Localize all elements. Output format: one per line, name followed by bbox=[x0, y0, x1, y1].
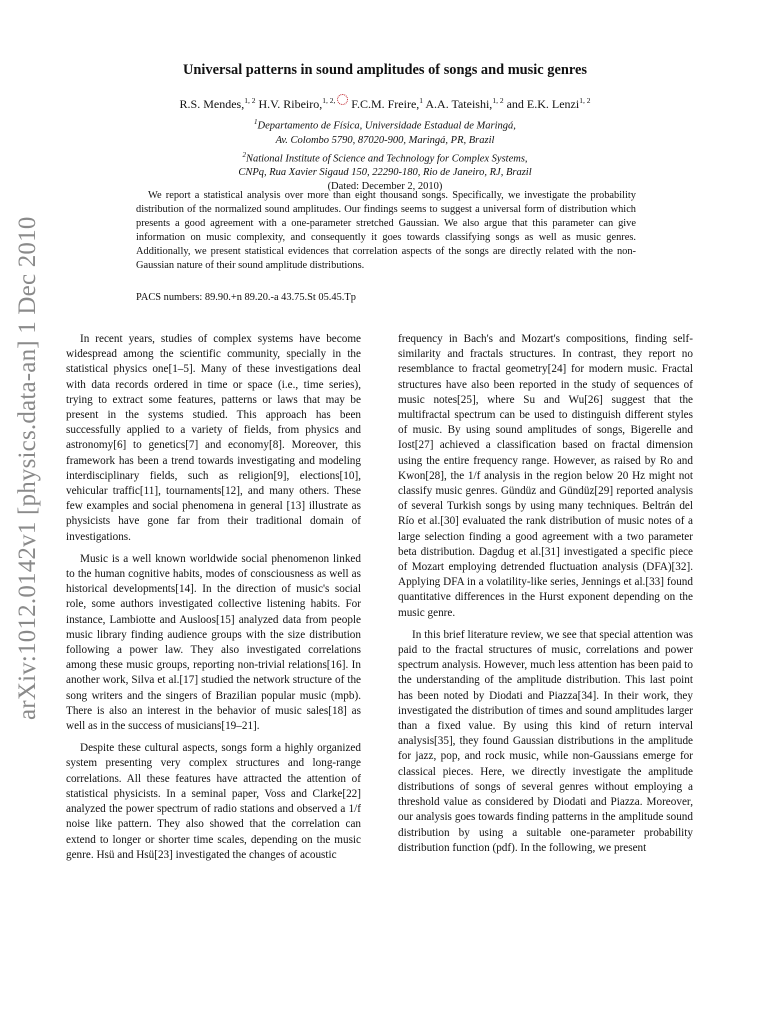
arxiv-stamp: arXiv:1012.0142v1 [physics.data-an] 1 Dec 2010 bbox=[14, 216, 41, 720]
affiliation-text: National Institute of Science and Technology for Complex Systems, bbox=[245, 153, 528, 164]
body-paragraph: In this brief literature review, we see that special attention was paid to the fractal structures of music, correlations and power spectrum analysis. However, much less attention has been paid to the understanding of the amplitude distribution. This last point has been noted by Diodati and Piazza[34]. In their work, they investigated the distribution of times and sound amplitudes larger than a fixed value. By using this kind of return interval analysis[35], they found Gaussian distributions in the amplitude for jazz, pop, and rock music, while non-Gaussians emerge for classical pieces. Here, we directly investigate the amplitude distributions of songs of several genres without employing a threshold value as considered by Diodati and Piazza. Moreover, our analysis goes towards finding patterns in the amplitude sound distribution by using a suitable one-parameter probability distribution function (pdf). In the following, we present bbox=[398, 628, 693, 854]
body-paragraph: Despite these cultural aspects, songs form a highly organized system presenting very complex structures and long-range correlations. All these features have attracted the attention of statistical physicists. In a seminal paper, Voss and Clarke[22] analyzed the power spectrum of radio stations and observed a 1/f noise like pattern. They also showed that the correlation can extend to longer or shorter time scales, depending on the music genre. Hsü and Hsü[23] investigated the changes of acoustic bbox=[66, 742, 361, 861]
pacs-numbers: PACS numbers: 89.90.+n 89.20.-a 43.75.St 05.45.Tp bbox=[136, 292, 356, 303]
author-5: and E.K. Lenzi bbox=[506, 97, 580, 111]
affiliation-sup: 1 bbox=[254, 118, 258, 126]
dated-line: (Dated: December 2, 2010) bbox=[327, 181, 443, 192]
author-2: H.V. Ribeiro, bbox=[258, 97, 323, 111]
author-2-affil: 1, 2, bbox=[322, 96, 338, 105]
affiliation-text: Departamento de Física, Universidade Estadual de Maringá, bbox=[257, 120, 516, 132]
affiliation-line bbox=[120, 148, 650, 167]
left-column bbox=[66, 332, 361, 870]
author-list bbox=[120, 93, 650, 112]
affiliation-text: Av. Colombo 5790, 87020-900, Maringá, PR, Brazil bbox=[275, 134, 495, 146]
abstract: We report a statistical analysis over more than eight thousand songs. Specifically, we investigate the probability distribution of the normalized sound amplitudes. Our findings seems to suggest a universal form of distribution which presents a good agreement with a one-parameter stretched Gaussian. We also argue that this parameter can give information on music complexity, and consequently it goes towards classifying songs as well as music genres. Additionally, we present statistical evidences that correlation aspects of the songs are directly related with the non-Gaussian nature of their sound amplitude distributions. bbox=[136, 190, 636, 272]
affiliation-line bbox=[120, 166, 650, 180]
author-3-affil: 1 bbox=[419, 96, 424, 105]
author-1: R.S. Mendes, bbox=[179, 97, 245, 111]
orcid-icon[interactable] bbox=[337, 94, 348, 105]
affiliation-line bbox=[120, 134, 650, 148]
right-column bbox=[398, 332, 693, 863]
body-paragraph: frequency in Bach's and Mozart's compositions, finding self-similarity and fractals structures. In contrast, they report no resemblance to fractal geometry[24] for modern music. Fractal structures have also been reported in the study of sequences of music notes[25], where Su and Wu[26] suggest that the multifractal spectrum can be used to distinguish different styles of music. By using sound amplitudes of songs, Bigerelle and Iost[27] achieved a classification based on fractal dimension using the entire frequency range. However, as raised by Ro and Kwon[28], the 1/f analysis in the region below 20 Hz might not classify music genres. Gündüz and Gündüz[29] reported analysis of several Turkish songs by using many techniques. Beltrán del Río et al.[30] evaluated the rank distribution of music notes of a large selection finding a good agreement with a two parameter beta distribution. Dagdug et al.[31] investigated a specific piece of Mozart employing detrended fluctuation analysis (DFA)[32]. Applying DFA in a volatility-like series, Jennings et al.[33] found quantitative differences in the Hurst exponent depending on the music genre. bbox=[398, 333, 693, 619]
body-paragraph: Music is a well known worldwide social phenomenon linked to the human cognitive habits, modes of consciousness as well as historical developments[14]. In the direction of music's social role, some authors investigated collective listening habits. For instance, Lambiotte and Ausloos[15] analyzed data from people music library finding audience groups with the size distribution following a power law. They also investigated correlations among these music groups, reporting non-trivial relations[16]. In another work, Silva et al.[17] studied the network structure of the song writers and the singers of Brazilian popular music (mpb). There is also an interest in the behavior of music sales[18] as well as in the success of musicians[19–21]. bbox=[66, 552, 361, 733]
author-3: F.C.M. Freire, bbox=[351, 97, 420, 111]
affiliation-line bbox=[120, 115, 650, 134]
author-4-affil: 1, 2 bbox=[492, 96, 504, 105]
affiliation-text: CNPq, Rua Xavier Sigaud 150, 22290-180, Rio de Janeiro, RJ, Brazil bbox=[238, 167, 532, 178]
paper-header bbox=[120, 62, 650, 194]
author-1-affil: 1, 2 bbox=[244, 96, 256, 105]
body-paragraph: In recent years, studies of complex systems have become widespread among the scientific community, specially in the statistical physics one[1–5]. Many of these investigations deal with data records ordered in time or space (i.e., time series), trying to extract some features, patterns or laws that may be present in the systems studied. This approach has been successfully applied to a variety of fields, from physics and astronomy[6] to genetics[7] and economy[8]. Moreover, this framework has been a trend towards investigating and modeling interdisciplinary fields, such as religion[9], elections[10], vehicular traffic[11], tournaments[12], and many others. These few examples and social phenomena in general [13] illustrate as physicists have gone far from their traditional domain of investigations. bbox=[66, 333, 361, 543]
author-4: A.A. Tateishi, bbox=[425, 97, 493, 111]
author-5-affil: 1, 2 bbox=[579, 96, 591, 105]
paper-title: Universal patterns in sound amplitudes of songs and music genres bbox=[183, 62, 587, 78]
affiliation-sup: 2 bbox=[242, 150, 246, 159]
